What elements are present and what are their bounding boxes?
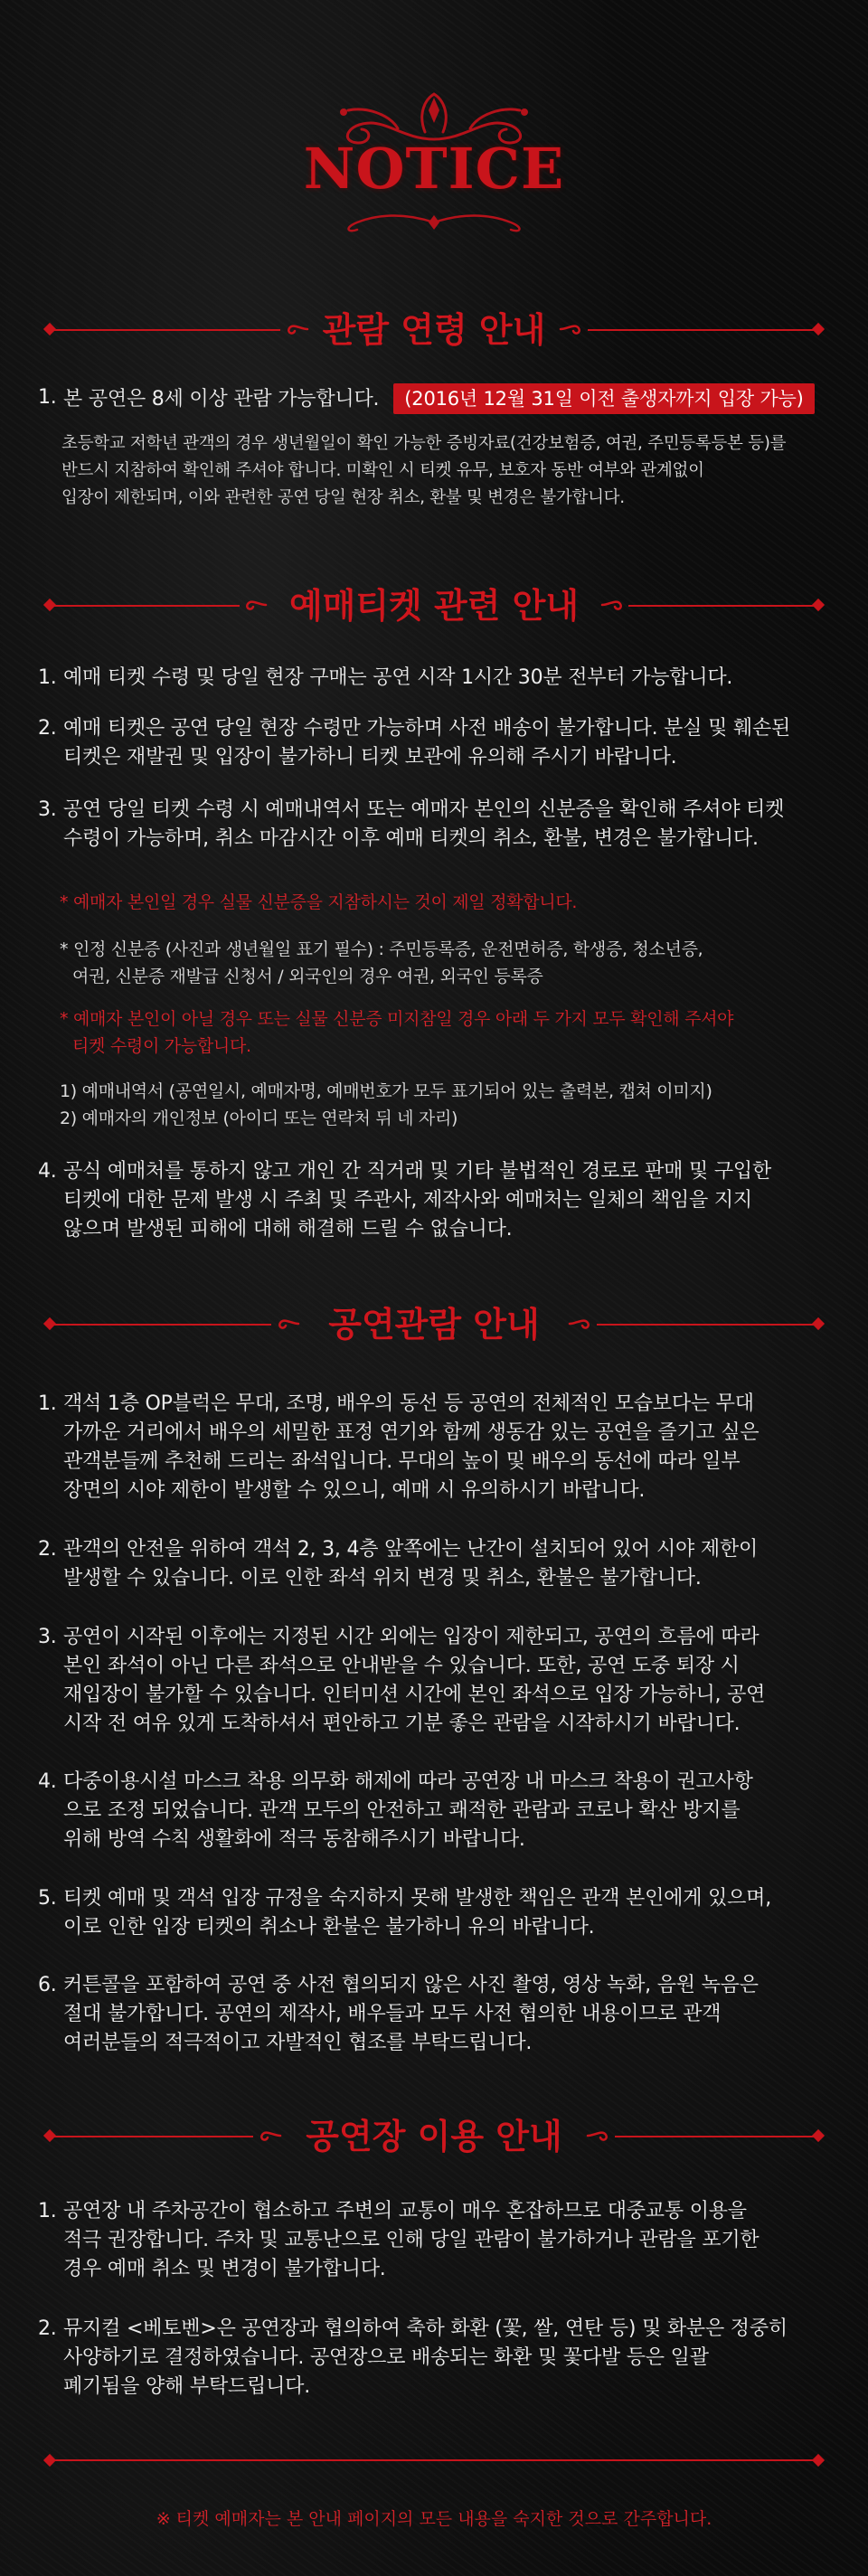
section-header-venue (0, 2114, 868, 2159)
venue-item-1: 1. 공연장 내 주차공간이 협소하고 주변의 교통이 매우 혼잡하므로 대중교통 이용을 적극 권장합니다. 주차 및 교통난으로 인해 당일 관람이 불가하거나 관람을 포기한 경우 예매 취소 및 변경이 불가합니다. (38, 2200, 760, 2280)
section-title: 관람 연령 안내 (322, 309, 546, 350)
divider-diamond-icon (812, 2454, 825, 2467)
section-title: 공연관람 안내 (328, 1304, 540, 1345)
viewing-item-4: 4. 다중이용시설 마스크 착용 의무화 해제에 따라 공연장 내 마스크 착용이 권고사항 으로 조정 되었습니다. 관객 모두의 안전하고 쾌적한 관람과 코로나 확산 방지를 위해 방역 수칙 생활화에 적극 동참해주시기 바랍니다. (38, 1770, 753, 1851)
age-detail: 초등학교 저학년 관객의 경우 생년월일이 확인 가능한 증빙자료(건강보험증, 여권, 주민등록등본 등)를 반드시 지참하여 확인해 주셔야 합니다. 미확인 시 티켓 유무, 보호자 동반 여부와 관계없이 입장이 제한되며, 이와 관련한 공연 당일 현장 취소, 환불 및 변경은 불가합니다. (61, 434, 787, 507)
note-requirements: 1) 예매내역서 (공연일시, 예매자명, 예매번호가 모두 표기되어 있는 출력본, 캡쳐 이미지) 2) 예매자의 개인정보 (아이디 또는 연락처 뒤 네 자리) (60, 1081, 712, 1128)
viewing-item-5: 5. 티켓 예매 및 객석 입장 규정을 숙지하지 못해 발생한 책임은 관객 본인에게 있으며, 이로 인한 입장 티켓의 취소나 환불은 불가하니 유의 바랍니다. (38, 1887, 772, 1939)
title-underline-ornament-icon (0, 210, 868, 237)
age-item-1: 1. 본 공연은 8세 이상 관람 가능합니다. (2016년 12월 31일 이전 출생자까지 입장 가능) (38, 383, 834, 414)
viewing-item-3: 3. 공연이 시작된 이후에는 지정된 시간 외에는 입장이 제한되고, 공연의 흐름에 따라 본인 좌석이 아닌 다른 좌석으로 안내받을 수 있습니다. 또한, 공연 도중 퇴장 시 재입장이 불가할 수 있습니다. 인터미션 시간에 본인 좌석으로 입장 가능하니, 공연 시작 전 여유 있게 도착하셔서 편안하고 기분 좋은 관람을 시작하시기 바랍니다. (38, 1626, 766, 1735)
birth-date-badge: (2016년 12월 31일 이전 출생자까지 입장 가능) (393, 383, 814, 414)
note-id-red: * 예매자 본인일 경우 실물 신분증을 지참하시는 것이 제일 정확합니다. (60, 892, 578, 912)
ticket-item-4: 4. 공식 예매처를 통하지 않고 개인 간 직거래 및 기타 불법적인 경로로 판매 및 구입한 티켓에 대한 문제 발생 시 주최 및 주관사, 제작사와 예매처는 일체의 책임을 지지 않으며 발생된 피해에 대해 해결해 드릴 수 없습니다. (38, 1160, 772, 1241)
viewing-item-6: 6. 커튼콜을 포함하여 공연 중 사전 협의되지 않은 사진 촬영, 영상 녹화, 음원 녹음은 절대 불가합니다. 공연의 제작사, 배우들과 모두 사전 협의한 내용이므로 관객 여러분들의 적극적이고 자발적인 협조를 부탁드립니다. (38, 1974, 759, 2054)
section-header-viewing (0, 1302, 868, 1347)
divider-diamond-icon (43, 2454, 56, 2467)
ticket-item-2: 2. 예매 티켓은 공연 당일 현장 수령만 가능하며 사전 배송이 불가합니다. 분실 및 훼손된 티켓은 재발권 및 입장이 불가하니 티켓 보관에 유의해 주시기 바랍니다. (38, 717, 791, 769)
venue-item-2: 2. 뮤지컬 <베토벤>은 공연장과 협의하여 축하 화환 (꽃, 쌀, 연탄 등) 및 화분은 정중히 사양하기로 결정하였습니다. 공연장으로 배송되는 화환 및 꽃다발 등은 일괄 폐기됨을 양해 부탁드립니다. (38, 2317, 788, 2398)
note-not-self-red: * 예매자 본인이 아닐 경우 또는 실물 신분증 미지참일 경우 아래 두 가지 모두 확인해 주셔야 티켓 수령이 가능합니다. (60, 1009, 734, 1056)
note-id-list: * 인정 신분증 (사진과 생년월일 표기 필수) : 주민등록증, 운전면허증, 학생증, 청소년증, 여권, 신분증 재발급 신청서 / 외국인의 경우 여권, 외국인 등록증 (60, 939, 703, 986)
viewing-item-2: 2. 관객의 안전을 위하여 객석 2, 3, 4층 앞쪽에는 난간이 설치되어 있어 시야 제한이 발생할 수 있습니다. 이로 인한 좌석 위치 변경 및 취소, 환불은 불가합니다. (38, 1538, 759, 1590)
footer-notice: ※ 티켓 예매자는 본 안내 페이지의 모든 내용을 숙지한 것으로 간주합니다. (156, 2509, 712, 2529)
ticket-item-1: 1. 예매 티켓 수령 및 당일 현장 구매는 공연 시작 1시간 30분 전부터 가능합니다. (38, 666, 733, 689)
section-header-age (0, 307, 868, 353)
footer-divider (50, 2459, 818, 2461)
viewing-item-1: 1. 객석 1층 OP블럭은 무대, 조명, 배우의 동선 등 공연의 전체적인 모습보다는 무대 가까운 거리에서 배우의 세밀한 표정 연기와 함께 생동감 있는 공연을 즐기고 싶은 관객분들께 추천해 드리는 좌석입니다. 무대의 높이 및 배우의 동선에 따라 일부 장면의 시야 제한이 발생할 수 있으니, 예매 시 유의하시기 바랍니다. (38, 1392, 760, 1502)
section-header-ticket (0, 583, 868, 628)
ticket-item-3: 3. 공연 당일 티켓 수령 시 예매내역서 또는 예매자 본인의 신분증을 확인해 주셔야 티켓 수령이 가능하며, 취소 마감시간 이후 예매 티켓의 취소, 환불, 변경은 불가합니다. (38, 798, 785, 850)
section-title: 공연장 이용 안내 (306, 2116, 562, 2156)
section-title: 예매티켓 관련 안내 (288, 585, 580, 626)
page-title: NOTICE (303, 136, 565, 202)
